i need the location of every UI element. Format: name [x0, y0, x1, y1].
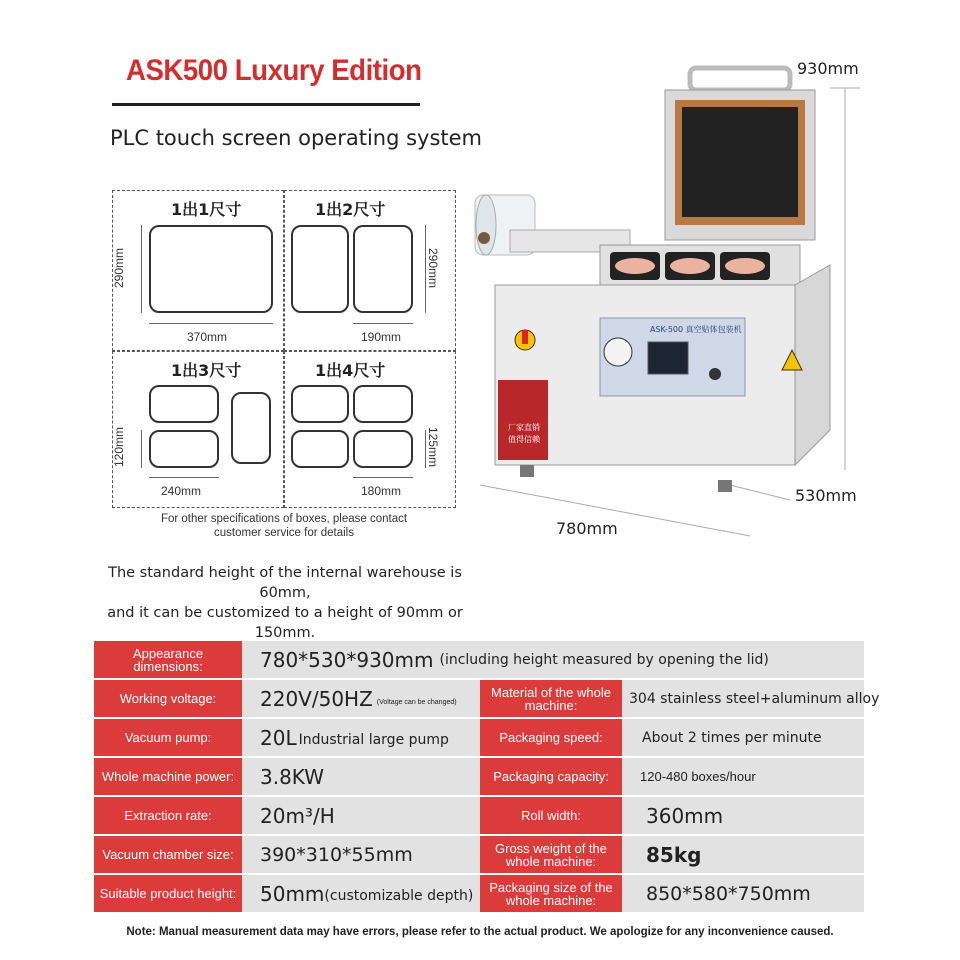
pump-note: Industrial large pump [298, 731, 449, 748]
lid-handle [690, 68, 790, 90]
contact-note [112, 512, 456, 540]
spec-row-appearance [94, 641, 864, 678]
height-dimension-label: 290mm [112, 247, 127, 289]
tray-shape [149, 430, 219, 468]
box-panel-1x3 [112, 351, 284, 508]
spec-label: Gross weight of the whole machine: [480, 836, 622, 873]
appearance-value: 780*530*930mm [260, 647, 434, 672]
spec-row-pump [94, 719, 864, 756]
spec-label: Roll width: [480, 797, 622, 834]
promo-badge-text: 值得信赖 [508, 435, 540, 444]
spec-row-product-height [94, 875, 864, 912]
dimension-line [141, 430, 142, 468]
panel-title: 1出2尺寸 [315, 200, 386, 219]
promo-badge-text: 厂家直销 [508, 423, 540, 432]
width-dimension-label: 240mm [161, 484, 202, 498]
voltage-note: (Voltage can be changed) [376, 699, 457, 706]
machine-height-label: 930mm [797, 59, 859, 78]
machine-width-label: 780mm [556, 519, 618, 538]
title-divider [112, 103, 420, 106]
extraction-value: 20m³/H [260, 803, 335, 828]
tray-shape [291, 225, 349, 313]
machine-model-label: ASK-500 真空贴体包装机 [650, 325, 742, 334]
machine-depth-label: 530mm [795, 486, 857, 505]
pressure-gauge [604, 338, 632, 366]
spec-label: Packaging capacity: [480, 758, 622, 795]
spec-row-power [94, 758, 864, 795]
height-dimension-label: 125mm [426, 426, 441, 468]
tray-shape [353, 225, 413, 313]
depth-dimension-line [730, 485, 790, 500]
touch-screen [648, 342, 688, 374]
tray-shape [353, 430, 413, 468]
appearance-note: (including height measured by opening the lid) [439, 651, 769, 668]
contact-note-line: customer service for details [214, 527, 354, 539]
product-height-note: (customizable depth) [324, 887, 474, 904]
speed-value: About 2 times per minute [642, 729, 822, 746]
pump-value: 20L [260, 725, 297, 750]
spec-label: Appearance dimensions: [94, 641, 242, 678]
roll-value: 360mm [646, 803, 724, 828]
control-knob [709, 368, 721, 380]
box-spec-grid [112, 190, 456, 508]
box-panel-1x1 [112, 190, 284, 351]
spec-label: Whole machine power: [94, 758, 242, 795]
width-dimension-label: 370mm [187, 330, 228, 344]
spec-row-extraction [94, 797, 864, 834]
spec-value [260, 719, 449, 756]
spec-label: Suitable product height: [94, 875, 242, 912]
promo-badge [498, 380, 548, 460]
spec-value [260, 641, 769, 678]
tray-shape [291, 385, 349, 423]
spec-label: Extraction rate: [94, 797, 242, 834]
footer-note: Note: Manual measurement data may have errors, please refer to the actual product. We apologize for any inconvenience caused. [126, 926, 834, 938]
voltage-value: 220V/50HZ [260, 686, 373, 711]
spec-row-voltage [94, 680, 880, 717]
capacity-value: 120-480 boxes/hour [640, 769, 756, 784]
weight-value: 85kg [646, 842, 702, 867]
machine-foot [520, 465, 534, 477]
spec-label: Vacuum pump: [94, 719, 242, 756]
page-title: ASK500 Luxury Edition [126, 54, 422, 87]
dimension-line [141, 225, 142, 313]
spec-row-chamber [94, 836, 864, 873]
dimension-line [149, 323, 273, 324]
box-panel-1x2 [284, 190, 456, 351]
height-dimension-label: 290mm [426, 247, 441, 289]
height-dimension-label: 120mm [112, 426, 127, 468]
dimension-line [353, 477, 413, 478]
warehouse-height-note [96, 563, 474, 643]
dimension-line [353, 323, 413, 324]
spec-label: Vacuum chamber size: [94, 836, 242, 873]
panel-title: 1出4尺寸 [315, 361, 386, 380]
power-value: 3.8KW [260, 764, 324, 789]
width-dimension-label: 190mm [361, 330, 402, 344]
material-value: 304 stainless steel+aluminum alloy [629, 690, 880, 707]
machine-foot [718, 480, 732, 492]
spec-label: Packaging speed: [480, 719, 622, 756]
dimension-line [149, 477, 219, 478]
product-height-value: 50mm [260, 881, 325, 906]
box-panel-1x4 [284, 351, 456, 508]
panel-title: 1出3尺寸 [171, 361, 242, 380]
machine-illustration [460, 60, 870, 550]
spec-label: Material of the whole machine: [480, 680, 622, 717]
tray-shape [291, 430, 349, 468]
package-size-value: 850*580*750mm [646, 882, 811, 905]
tray-shape [231, 392, 271, 464]
tray-shape [149, 385, 219, 423]
spec-label: Packaging size of the whole machine: [480, 875, 622, 912]
width-dimension-label: 180mm [361, 484, 402, 498]
lid-heating-plate [682, 107, 798, 217]
spec-value [260, 875, 473, 912]
contact-note-line: For other specifications of boxes, please contact [160, 513, 408, 525]
tray-shape [149, 225, 273, 313]
warehouse-note-line: The standard height of the internal warehouse is 60mm, [108, 565, 462, 601]
spec-label: Working voltage: [94, 680, 242, 717]
panel-title: 1出1尺寸 [171, 200, 242, 219]
spec-value [260, 680, 457, 717]
page-subtitle: PLC touch screen operating system [110, 126, 483, 150]
tray-shape [353, 385, 413, 423]
chamber-value: 390*310*55mm [260, 843, 413, 866]
warehouse-note-line: and it can be customized to a height of 90mm or 150mm. [107, 605, 463, 641]
